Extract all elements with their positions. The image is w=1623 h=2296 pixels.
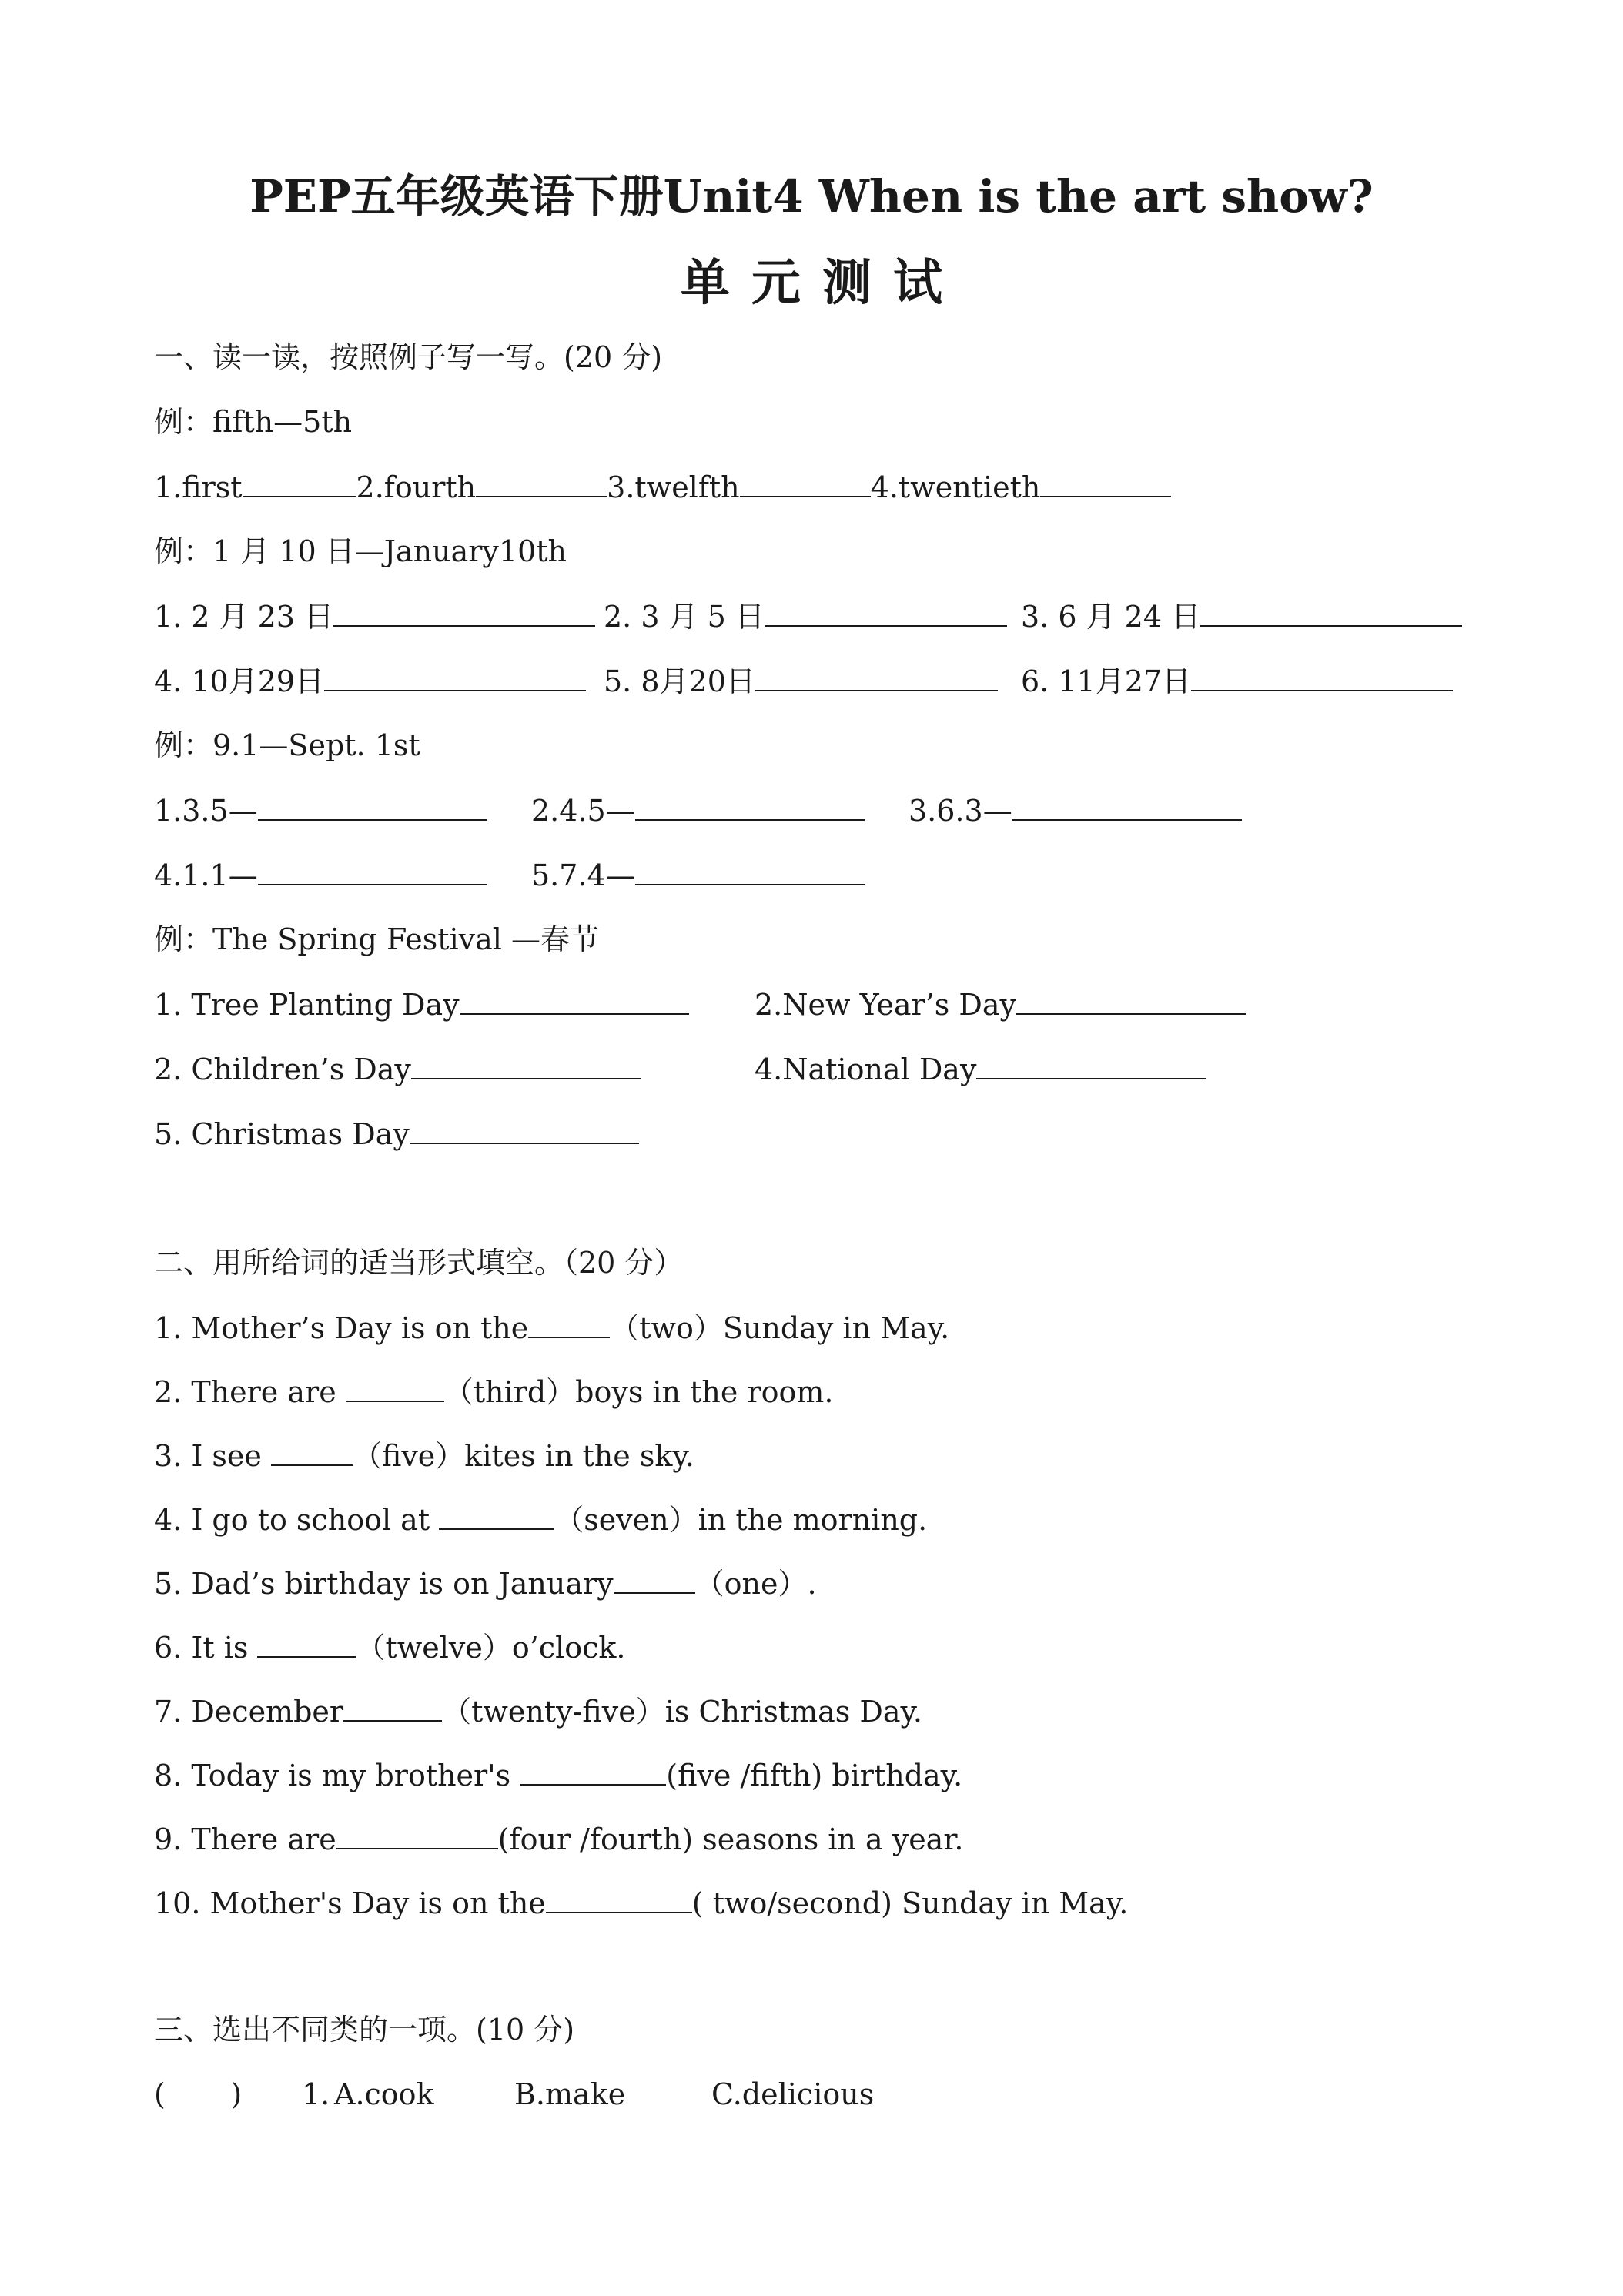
- answer-blank[interactable]: [635, 850, 865, 885]
- answer-blank[interactable]: [614, 1558, 695, 1594]
- fill-in-item: 7. December （twenty-five）is Christmas Day.: [154, 1686, 922, 1735]
- section3-heading: 三、选出不同类的一项。(10 分): [154, 2013, 575, 2047]
- answer-blank[interactable]: [520, 1750, 666, 1786]
- answer-blank[interactable]: [336, 1814, 498, 1849]
- abbreviation-item: 5.7.4—: [531, 850, 865, 899]
- question-number: 1.: [302, 2077, 330, 2111]
- answer-blank[interactable]: [411, 1044, 641, 1079]
- answer-blank[interactable]: [460, 979, 689, 1015]
- option-a: A.cook: [334, 2077, 434, 2111]
- example-date: 例：1 月 10 日—January10th: [154, 534, 567, 568]
- ordinal-row: [154, 462, 1171, 511]
- example-ordinal: 例：fifth—5th: [154, 405, 353, 439]
- answer-blank[interactable]: [1040, 462, 1171, 497]
- answer-blank[interactable]: [1012, 785, 1242, 821]
- example-abbreviation: 例：9.1—Sept. 1st: [154, 728, 420, 762]
- answer-blank[interactable]: [765, 591, 1007, 627]
- answer-blank[interactable]: [740, 462, 871, 497]
- fill-in-item: 5. Dad’s birthday is on January （one）.: [154, 1558, 817, 1608]
- answer-blank[interactable]: [476, 462, 607, 497]
- festival-item: 1. Tree Planting Day: [154, 979, 689, 1029]
- example-festival: 例：The Spring Festival —春节: [154, 922, 599, 956]
- answer-paren[interactable]: ( ): [154, 2077, 243, 2111]
- festival-item: 4.National Day: [755, 1044, 1206, 1093]
- fill-in-item: 8. Today is my brother's (five /fifth) birthday.: [154, 1750, 962, 1799]
- date-item: 2. 3 月 5 日: [604, 591, 1007, 641]
- section2-heading: 二、用所给词的适当形式填空。（20 分）: [154, 1246, 684, 1280]
- answer-blank[interactable]: [346, 1367, 444, 1402]
- answer-blank[interactable]: [546, 1878, 692, 1913]
- fill-in-item: 1. Mother’s Day is on the （two）Sunday in May.: [154, 1303, 949, 1352]
- answer-blank[interactable]: [271, 1431, 353, 1466]
- option-b: B.make: [514, 2077, 626, 2111]
- ordinal-item-label: 4.twentieth: [870, 470, 1041, 504]
- answer-blank[interactable]: [258, 850, 487, 885]
- abbreviation-item: 4.1.1—: [154, 850, 487, 899]
- answer-blank[interactable]: [976, 1044, 1206, 1079]
- section1-heading: 一、读一读，按照例子写一写。(20 分): [154, 340, 663, 374]
- answer-blank[interactable]: [528, 1303, 610, 1338]
- answer-blank[interactable]: [1200, 591, 1462, 627]
- answer-blank[interactable]: [257, 1622, 356, 1658]
- answer-blank[interactable]: [1016, 979, 1246, 1015]
- answer-blank[interactable]: [258, 785, 487, 821]
- option-c: C.delicious: [711, 2077, 875, 2111]
- answer-blank[interactable]: [1191, 656, 1453, 691]
- fill-in-item: 6. It is （twelve）o’clock.: [154, 1622, 626, 1672]
- date-item: 3. 6 月 24 日: [1021, 591, 1462, 641]
- abbreviation-item: 2.4.5—: [531, 785, 865, 835]
- answer-blank[interactable]: [755, 656, 998, 691]
- fill-in-item: 3. I see （five）kites in the sky.: [154, 1431, 694, 1480]
- answer-blank[interactable]: [333, 591, 595, 627]
- worksheet-subtitle: 单元测试: [681, 254, 964, 312]
- worksheet-title: PEP五年级英语下册Unit4 When is the art show?: [249, 170, 1374, 223]
- festival-item: 2. Children’s Day: [154, 1044, 641, 1093]
- answer-blank[interactable]: [410, 1109, 639, 1144]
- fill-in-item: 4. I go to school at （seven）in the morning.: [154, 1494, 927, 1544]
- festival-item: 5. Christmas Day: [154, 1109, 639, 1158]
- fill-in-item: 10. Mother's Day is on the ( two/second) Sunday in May.: [154, 1878, 1128, 1927]
- ordinal-item-label: 2.fourth: [356, 470, 477, 504]
- answer-blank[interactable]: [343, 1686, 442, 1722]
- date-item: 1. 2 月 23 日: [154, 591, 595, 641]
- ordinal-item-label: 1.first: [154, 470, 243, 504]
- answer-blank[interactable]: [439, 1494, 554, 1530]
- date-item: 5. 8月20日: [604, 656, 998, 705]
- festival-item: 2.New Year’s Day: [755, 979, 1246, 1029]
- ordinal-item-label: 3.twelfth: [607, 470, 740, 504]
- date-item: 6. 11月27日: [1021, 656, 1453, 705]
- answer-blank[interactable]: [635, 785, 865, 821]
- answer-blank[interactable]: [243, 462, 356, 497]
- fill-in-item: 2. There are （third）boys in the room.: [154, 1367, 833, 1416]
- fill-in-item: 9. There are (four /fourth) seasons in a year.: [154, 1814, 963, 1863]
- answer-blank[interactable]: [324, 656, 586, 691]
- abbreviation-item: 1.3.5—: [154, 785, 487, 835]
- date-item: 4. 10月29日: [154, 656, 586, 705]
- abbreviation-item: 3.6.3—: [909, 785, 1242, 835]
